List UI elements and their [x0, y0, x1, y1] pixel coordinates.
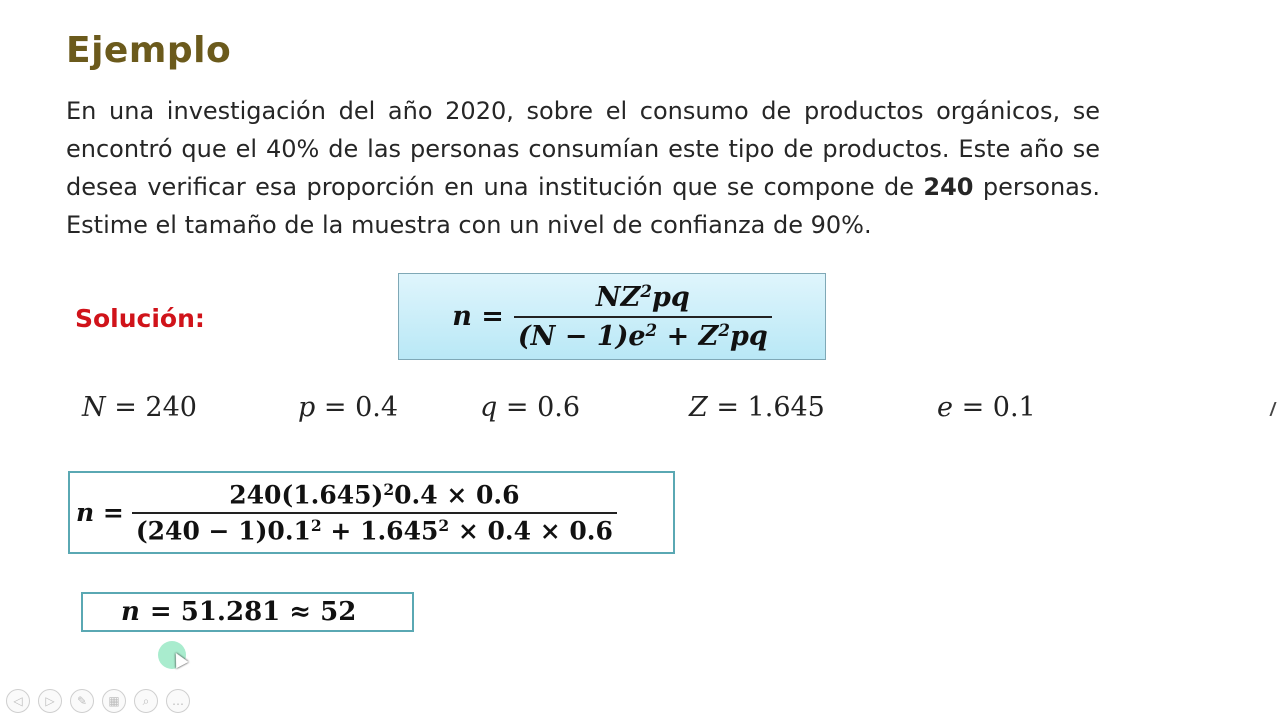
param-Z-var: Z — [689, 392, 708, 423]
pen-edge-icon — [1269, 402, 1280, 416]
formula-lhs: n = — [452, 301, 504, 332]
more-icon[interactable]: … — [166, 689, 190, 713]
calc-den-b: + 1.645 — [321, 516, 439, 546]
calc-num-exp: 2 — [383, 479, 395, 499]
result-value: = 51.281 ≈ 52 — [149, 597, 357, 627]
pen-icon[interactable]: ✎ — [70, 689, 94, 713]
param-p-value: = 0.4 — [315, 392, 399, 423]
denominator-exp-a: 2 — [645, 319, 658, 340]
param-e — [937, 392, 1036, 423]
denominator-term-c: pq — [729, 320, 768, 352]
formula-fraction — [514, 281, 772, 351]
calc-numerator — [225, 480, 523, 512]
param-N-value: = 240 — [105, 392, 197, 423]
solution-label: Solución: — [75, 304, 205, 333]
param-e-var: e — [937, 392, 953, 423]
numerator-exponent: 2 — [640, 281, 652, 302]
problem-text-2: personas. Estime el tamaño de la muestra con un nivel de confianza de 90%. — [66, 173, 1101, 239]
calc-denominator — [132, 512, 617, 546]
slide-title: Ejemplo — [66, 30, 232, 71]
param-q-value: = 0.6 — [497, 392, 581, 423]
param-Z-value: = 1.645 — [707, 392, 825, 423]
next-icon[interactable]: ▷ — [38, 689, 62, 713]
calc-num-b: 0.4 × 0.6 — [394, 480, 520, 510]
calc-den-c: × 0.4 × 0.6 — [449, 516, 613, 546]
slides-icon[interactable]: ▦ — [102, 689, 126, 713]
result-var: n — [121, 597, 140, 627]
prev-icon[interactable]: ◁ — [6, 689, 30, 713]
presentation-toolbar — [6, 689, 190, 713]
calc-lhs: n = — [76, 498, 124, 527]
problem-statement — [66, 92, 1100, 244]
param-p — [298, 392, 398, 423]
param-N-var: N — [82, 392, 106, 423]
population-value: 240 — [923, 173, 974, 201]
sample-size-formula — [398, 273, 826, 360]
parameter-list — [82, 392, 1082, 436]
calc-num-a: 240(1.645) — [229, 480, 384, 510]
problem-text-1: En una investigación del año 2020, sobre el consumo de productos orgánicos, se encontró que el 40% de las personas consumían este tipo de productos. Este año se desea verificar esa proporción en una institución que se compone de — [66, 97, 1100, 201]
param-N — [82, 392, 197, 423]
numerator-base: NZ — [595, 282, 641, 314]
param-e-value: = 0.1 — [952, 392, 1036, 423]
param-q — [480, 392, 580, 423]
numerator-tail: pq — [651, 282, 690, 314]
calc-den-a: (240 − 1)0.1 — [135, 516, 311, 546]
denominator-term-b: + Z — [657, 320, 719, 352]
param-p-var: p — [298, 392, 316, 423]
denominator-exp-b: 2 — [718, 319, 730, 340]
formula-denominator — [514, 316, 772, 352]
calc-den-exp-a: 2 — [310, 515, 322, 535]
calc-fraction — [132, 480, 617, 545]
param-q-var: q — [480, 392, 498, 423]
calc-den-exp-b: 2 — [438, 515, 450, 535]
denominator-term-a: (N − 1)e — [517, 320, 646, 352]
result-box — [81, 592, 414, 632]
formula-numerator — [592, 281, 694, 315]
param-Z — [689, 392, 825, 423]
substituted-formula — [68, 471, 675, 554]
zoom-icon[interactable]: ⌕ — [134, 689, 158, 713]
